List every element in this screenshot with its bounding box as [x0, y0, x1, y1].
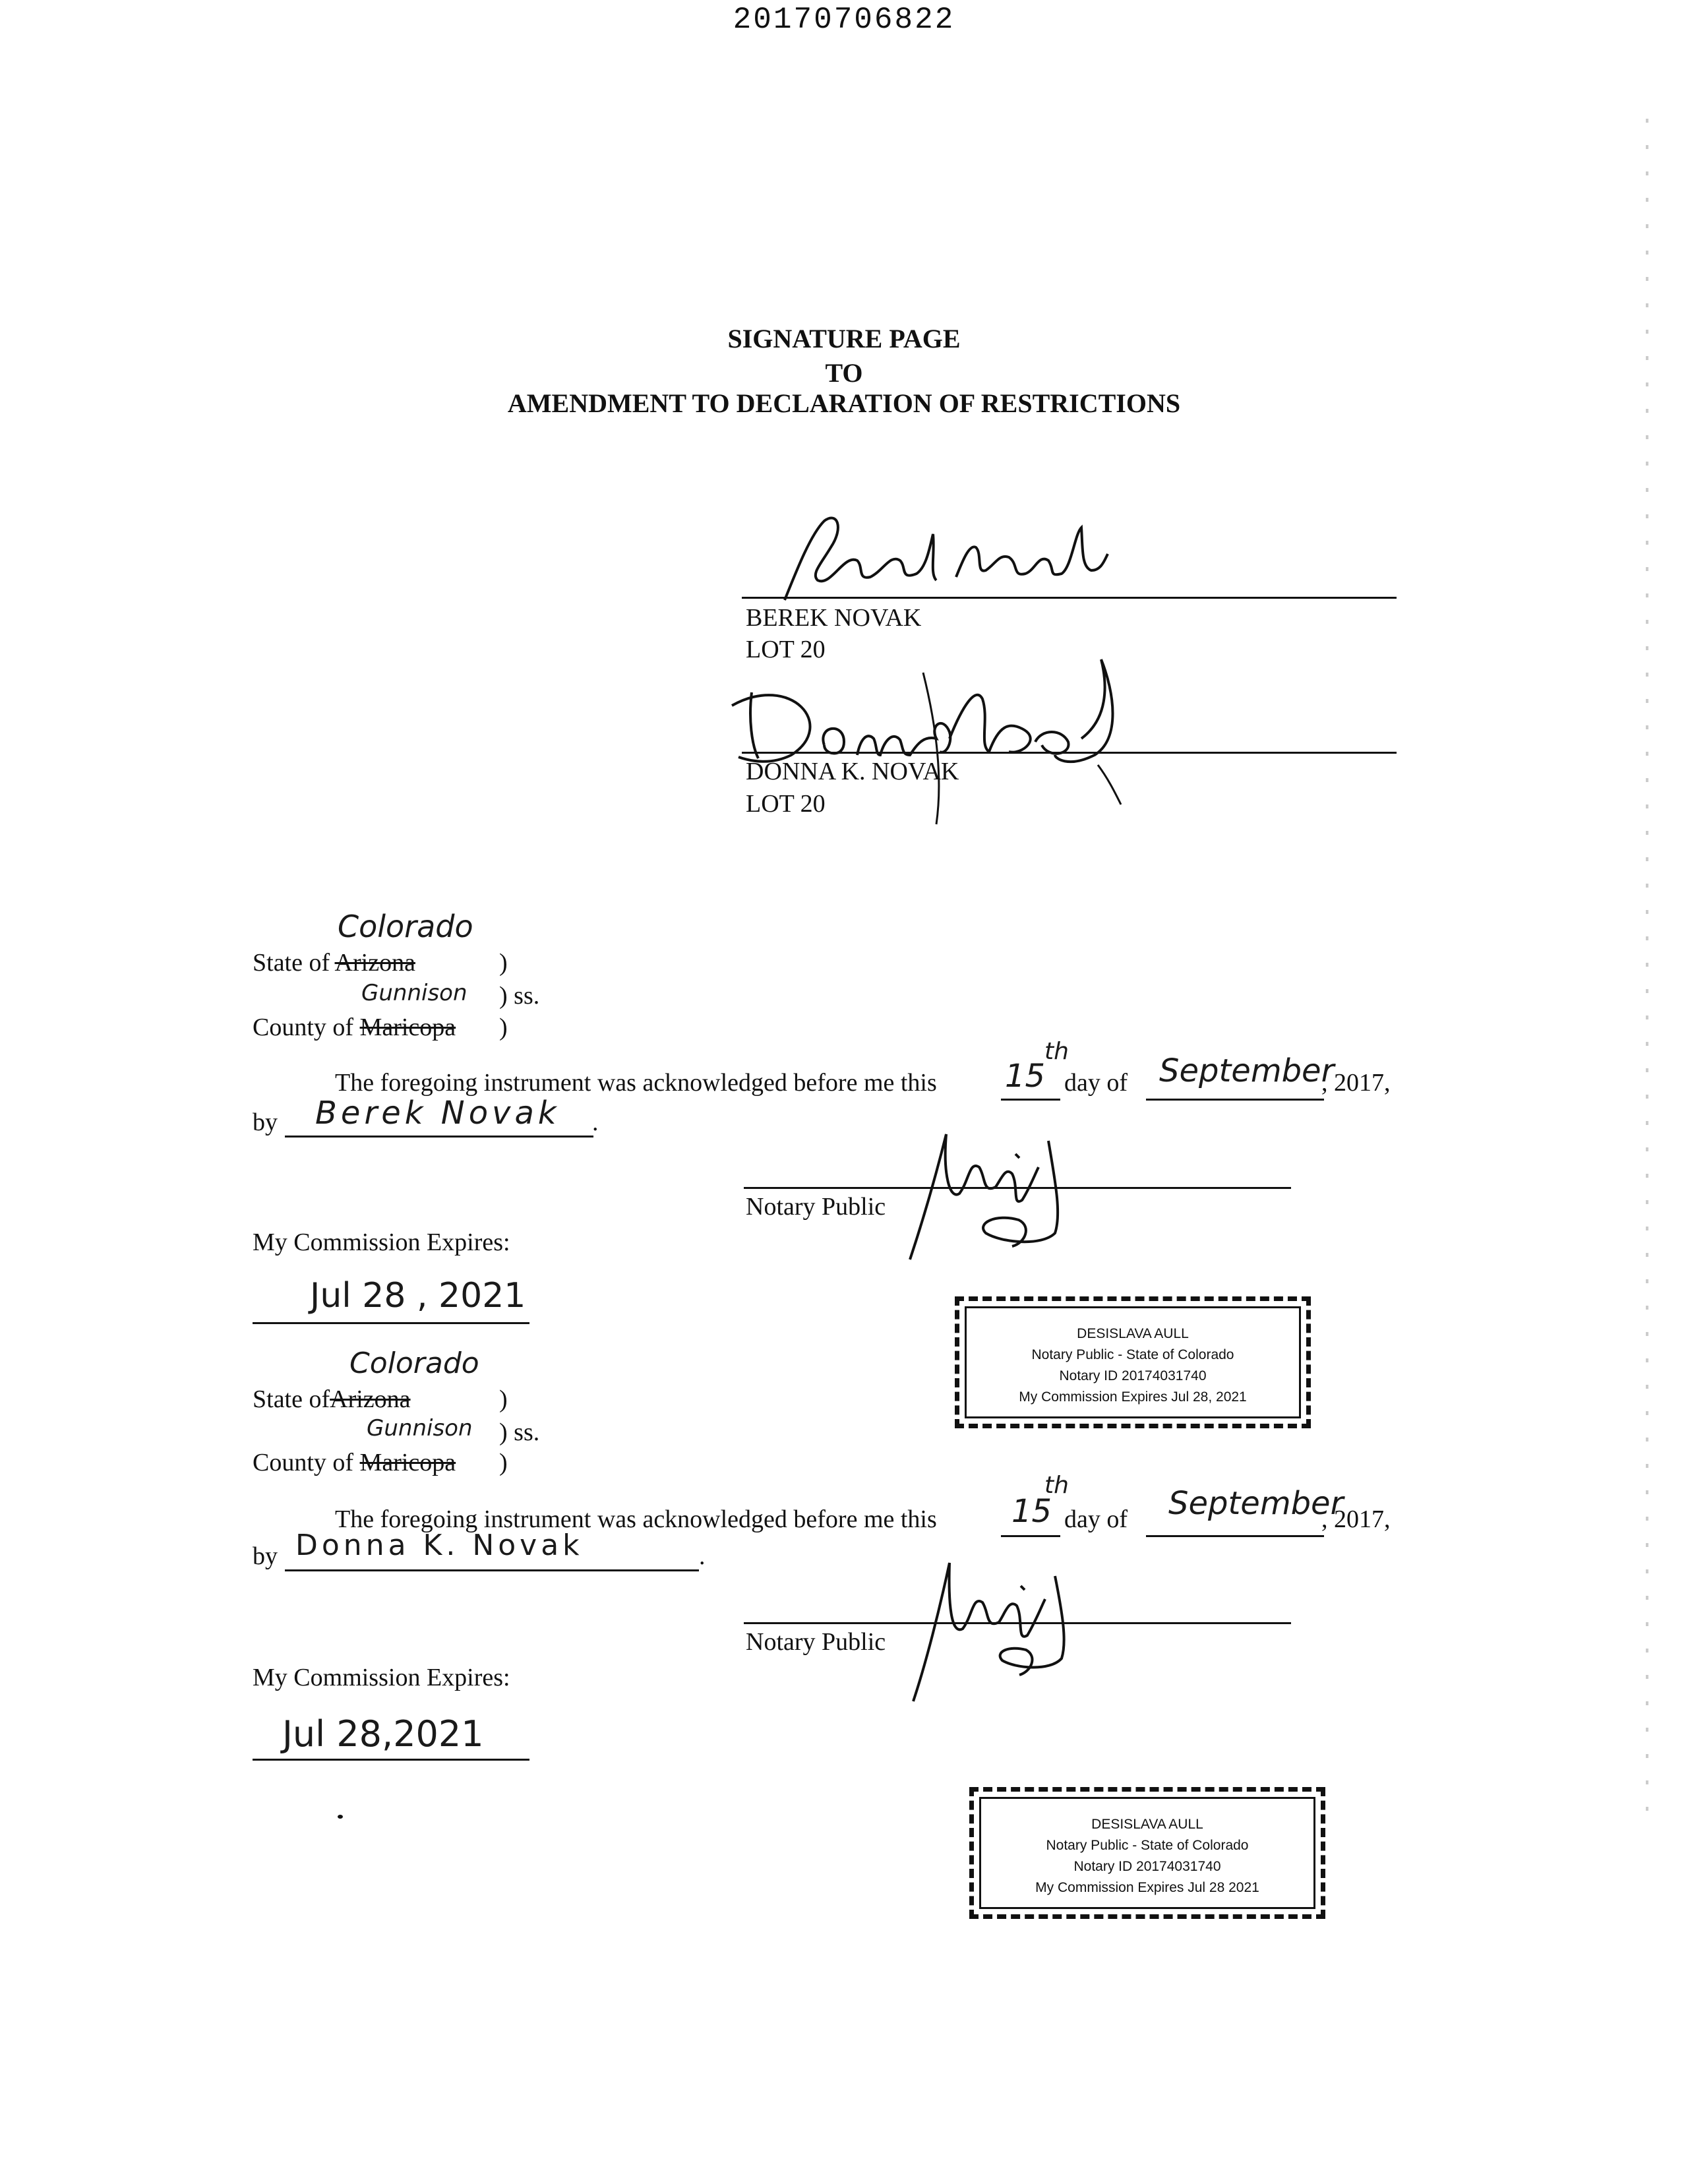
title-line-3: AMENDMENT TO DECLARATION OF RESTRICTIONS — [507, 388, 1181, 418]
notary-stamp-2 — [969, 1787, 1325, 1919]
stamp-2-line3: Notary ID 20174031740 — [1073, 1859, 1221, 1874]
ack-2-paren-3: ) — [499, 1449, 508, 1476]
ack-1-state-label: State of Arizona — [253, 949, 415, 977]
ack-1-ss: ) ss. — [499, 982, 540, 1010]
ack-1-month-line — [1146, 1099, 1324, 1101]
ack-1-day: 15 — [1005, 1058, 1046, 1095]
signer-2-name: DONNA K. NOVAK — [746, 758, 959, 785]
ack-1-day-line — [1001, 1099, 1060, 1101]
signature-line-2 — [742, 752, 1397, 754]
commission-line-2 — [253, 1759, 529, 1761]
ack-1-day-of: day of — [1064, 1069, 1128, 1097]
ack-2-day-line — [1001, 1535, 1060, 1537]
stamp-2-line2: Notary Public - State of Colorado — [1046, 1838, 1249, 1853]
ack-1-year: , 2017, — [1321, 1069, 1391, 1097]
ack-1-by-label: by — [253, 1108, 278, 1136]
ack-2-by-line — [285, 1569, 699, 1571]
commission-label-1: My Commission Expires: — [253, 1228, 510, 1256]
notary-signature-1 — [897, 1114, 1095, 1266]
signer-1-lot: LOT 20 — [746, 636, 826, 663]
ack-2-day-of: day of — [1064, 1505, 1128, 1533]
stray-dot — [338, 1815, 343, 1819]
signature-line-1 — [742, 597, 1397, 599]
title-line-2: TO — [825, 358, 863, 388]
ack-1-by-line — [285, 1136, 593, 1138]
ack-1-county-label: County of Maricopa — [253, 1014, 456, 1041]
document-number: 20170706822 — [733, 3, 955, 37]
ack-2-by-label: by — [253, 1542, 278, 1570]
stamp-1-line2: Notary Public - State of Colorado — [1031, 1347, 1234, 1362]
ack-1-county-printed: Maricopa — [359, 1014, 456, 1041]
ack-2-state-label: State ofArizona — [253, 1385, 411, 1413]
ack-1-text: The foregoing instrument was acknowledged before me this — [335, 1069, 937, 1097]
commission-line-1 — [253, 1322, 529, 1324]
scan-edge-artifacts — [1646, 119, 1648, 1833]
ack-1-county-handwritten: Gunnison — [361, 980, 467, 1006]
ack-2-county-printed: Maricopa — [359, 1449, 456, 1476]
ack-1-state-handwritten: Colorado — [338, 909, 473, 944]
stamp-2-name: DESISLAVA AULL — [1091, 1817, 1203, 1832]
stamp-1-name: DESISLAVA AULL — [1077, 1326, 1189, 1341]
ack-2-state-printed: Arizona — [330, 1385, 411, 1413]
notary-stamp-1 — [955, 1296, 1311, 1428]
signer-1-name: BEREK NOVAK — [746, 604, 922, 632]
notary-label-1: Notary Public — [746, 1193, 886, 1221]
ack-2-month: September — [1168, 1485, 1344, 1522]
ack-2-ss: ) ss. — [499, 1418, 540, 1446]
ack-2-month-line — [1146, 1535, 1324, 1537]
ack-2-paren-1: ) — [499, 1385, 508, 1413]
notary-label-2: Notary Public — [746, 1628, 886, 1656]
commission-date-2: Jul 28,2021 — [282, 1713, 484, 1755]
notary-line-1 — [744, 1187, 1291, 1189]
ack-2-state-handwritten: Colorado — [349, 1347, 479, 1380]
ack-1-paren-3: ) — [499, 1014, 508, 1041]
commission-label-2: My Commission Expires: — [253, 1664, 510, 1691]
stamp-2-line4: My Commission Expires Jul 28 2021 — [1035, 1880, 1259, 1895]
ack-1-day-suffix: th — [1044, 1038, 1069, 1065]
notary-line-2 — [744, 1622, 1291, 1624]
stamp-1-line3: Notary ID 20174031740 — [1059, 1368, 1207, 1383]
ack-1-paren-1: ) — [499, 949, 508, 977]
ack-1-state-printed: Arizona — [334, 949, 415, 977]
stamp-1-line4: My Commission Expires Jul 28, 2021 — [1019, 1389, 1247, 1405]
berek-novak-signature — [758, 508, 1128, 607]
ack-2-text: The foregoing instrument was acknowledged before me this — [335, 1505, 937, 1533]
ack-2-county-label: County of Maricopa — [253, 1449, 456, 1476]
ack-1-period: . — [592, 1108, 599, 1136]
title-line-1: SIGNATURE PAGE — [727, 324, 961, 353]
ack-2-county-handwritten: Gunnison — [367, 1415, 473, 1441]
ack-2-day: 15 — [1011, 1493, 1052, 1530]
signer-2-lot: LOT 20 — [746, 790, 826, 818]
ack-2-day-suffix: th — [1044, 1472, 1069, 1499]
ack-2-by-name: Donna K. Novak — [295, 1529, 584, 1562]
ack-1-by-name: Berek Novak — [315, 1095, 560, 1132]
commission-date-1: Jul 28 , 2021 — [310, 1276, 526, 1316]
ack-2-period: . — [699, 1542, 706, 1570]
ack-2-year: , 2017, — [1321, 1505, 1391, 1533]
ack-1-month: September — [1159, 1052, 1335, 1089]
